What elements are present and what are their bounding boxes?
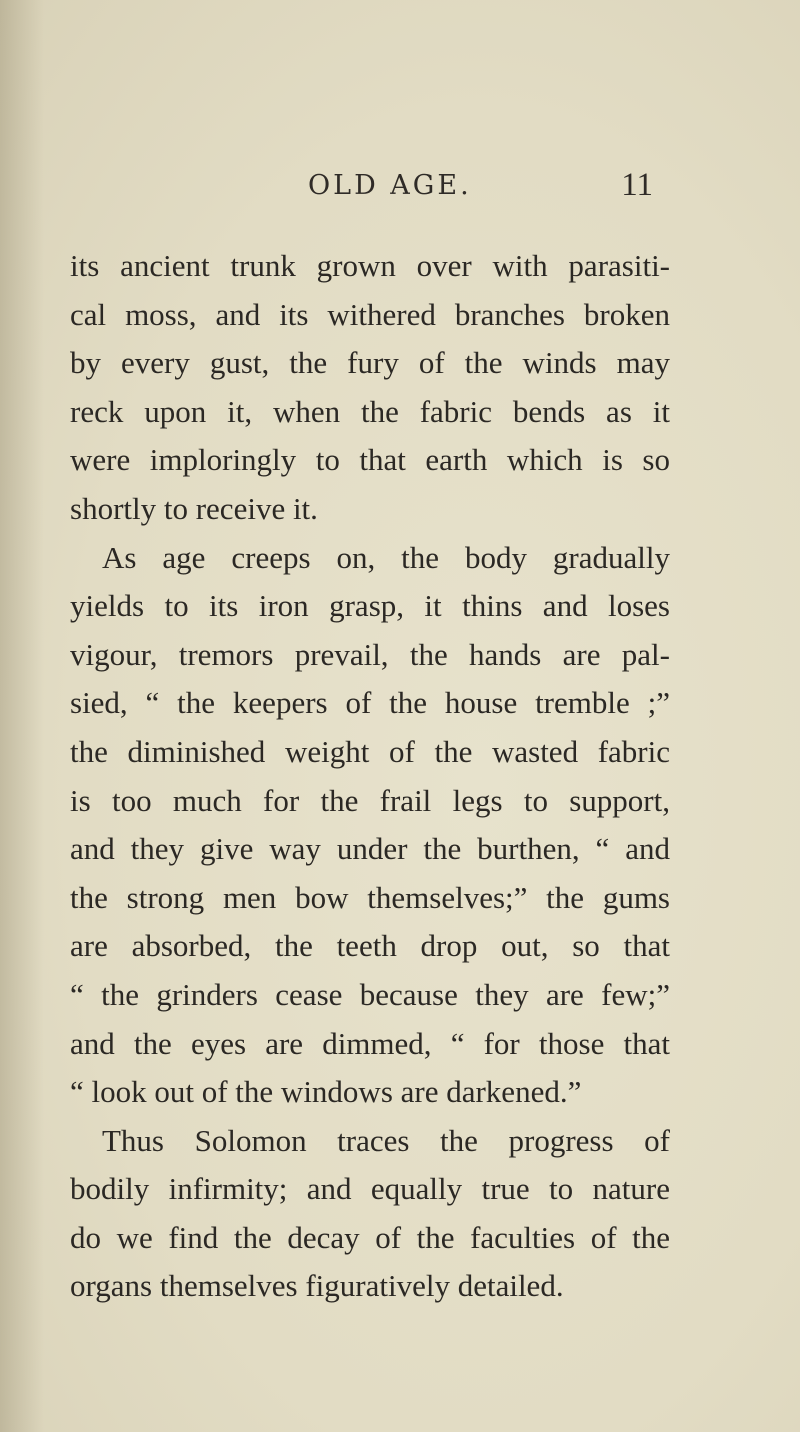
text-line: reck upon it, when the fabric bends as it (70, 393, 670, 429)
text-line: cal moss, and its withered branches broken (70, 296, 670, 332)
text-line: are absorbed, the teeth drop out, so that (70, 928, 670, 964)
text-line: “ the grinders cease because they are few;” (70, 976, 670, 1012)
running-head-title: OLD AGE. (308, 170, 472, 201)
text-line: by every gust, the fury of the winds may (70, 345, 670, 381)
paragraph-start-line: As age creeps on, the body gradually (102, 539, 670, 575)
text-line: bodily infirmity; and equally true to nature (70, 1171, 670, 1207)
text-line: its ancient trunk grown over with parasiti- (70, 248, 670, 283)
text-line: were imploringly to that earth which is so (70, 442, 670, 478)
text-line: organs themselves figuratively detailed. (70, 1268, 564, 1304)
page-number: 11 (621, 167, 653, 203)
body-text (70, 242, 670, 1311)
text-line: the diminished weight of the wasted fabric (70, 733, 670, 769)
text-line: shortly to receive it. (70, 490, 318, 526)
text-line: and the eyes are dimmed, “ for those that (70, 1025, 670, 1061)
paragraph-start-line: Thus Solomon traces the progress of (102, 1122, 670, 1158)
text-line: yields to its iron grasp, it thins and loses (70, 588, 670, 624)
text-line: and they give way under the burthen, “ and (70, 831, 670, 867)
text-line: vigour, tremors prevail, the hands are pal- (70, 636, 670, 672)
text-line: “ look out of the windows are darkened.” (70, 1074, 582, 1110)
running-head (260, 167, 660, 210)
text-line: sied, “ the keepers of the house tremble ;” (70, 685, 670, 721)
text-line: is too much for the frail legs to support, (70, 782, 670, 818)
text-line: the strong men bow themselves;” the gums (70, 879, 670, 915)
text-line: do we find the decay of the faculties of the (70, 1219, 670, 1255)
page-edge-shadow (0, 0, 44, 1432)
